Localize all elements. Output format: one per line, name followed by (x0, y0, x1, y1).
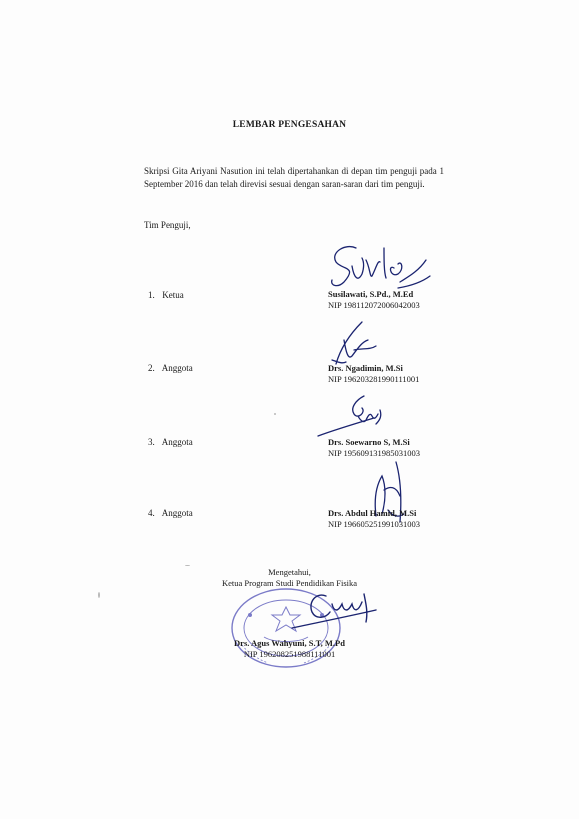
scan-speck (98, 592, 100, 598)
examiner-nip-1: NIP 198112072006042003 (328, 300, 420, 310)
signature-examiner-3 (314, 390, 394, 442)
approver-position: Ketua Program Studi Pendidikan Fisika (221, 578, 358, 588)
examiner-number: 4. (148, 508, 155, 518)
examiner-role: Anggota (161, 508, 193, 518)
scan-speck (274, 413, 276, 415)
approval-paragraph: Skripsi Gita Ariyani Nasution ini telah dipertahankan di depan tim penguji pada 1 September 2016 dan telah direvisi sesuai dengan saran-saran dari tim penguji. (144, 166, 444, 189)
examiner-name-4: Drs. Abdul Hamid, M.Si (328, 508, 417, 518)
examiner-role: Ketua (162, 290, 184, 300)
examiner-role: Anggota (161, 363, 193, 373)
committee-heading: Tim Penguji, (144, 220, 191, 230)
examiner-name-2: Drs. Ngadimin, M.Si (328, 363, 403, 373)
examiner-role: Anggota (161, 437, 193, 447)
examiner-role-1 (148, 290, 184, 300)
signature-examiner-2 (322, 316, 392, 370)
known-by-label: Mengetahui, (268, 567, 311, 577)
examiner-role-3 (148, 437, 193, 447)
examiner-nip-3: NIP 195609131985031003 (328, 448, 421, 458)
examiner-nip-4: NIP 196605251991031003 (328, 519, 421, 529)
approver-name: Drs. Agus Wahyuni, S.T, M.Pd (234, 638, 345, 648)
examiner-number: 3. (148, 437, 155, 447)
examiner-name-1: Susilawati, S.Pd., M.Ed (328, 289, 414, 299)
signature-approver (290, 582, 380, 632)
examiner-nip-2: NIP 196203281990111001 (328, 374, 420, 384)
examiner-role-4 (148, 508, 193, 518)
approver-nip: NIP 196208251988111001 (243, 649, 336, 659)
scan-speck (185, 565, 190, 566)
examiner-role-2 (148, 363, 193, 373)
examiner-number: 2. (148, 363, 155, 373)
document-title: LEMBAR PENGESAHAN (232, 120, 347, 130)
examiner-number: 1. (148, 290, 155, 300)
examiner-name-3: Drs. Soewarno S, M.Si (328, 437, 410, 447)
